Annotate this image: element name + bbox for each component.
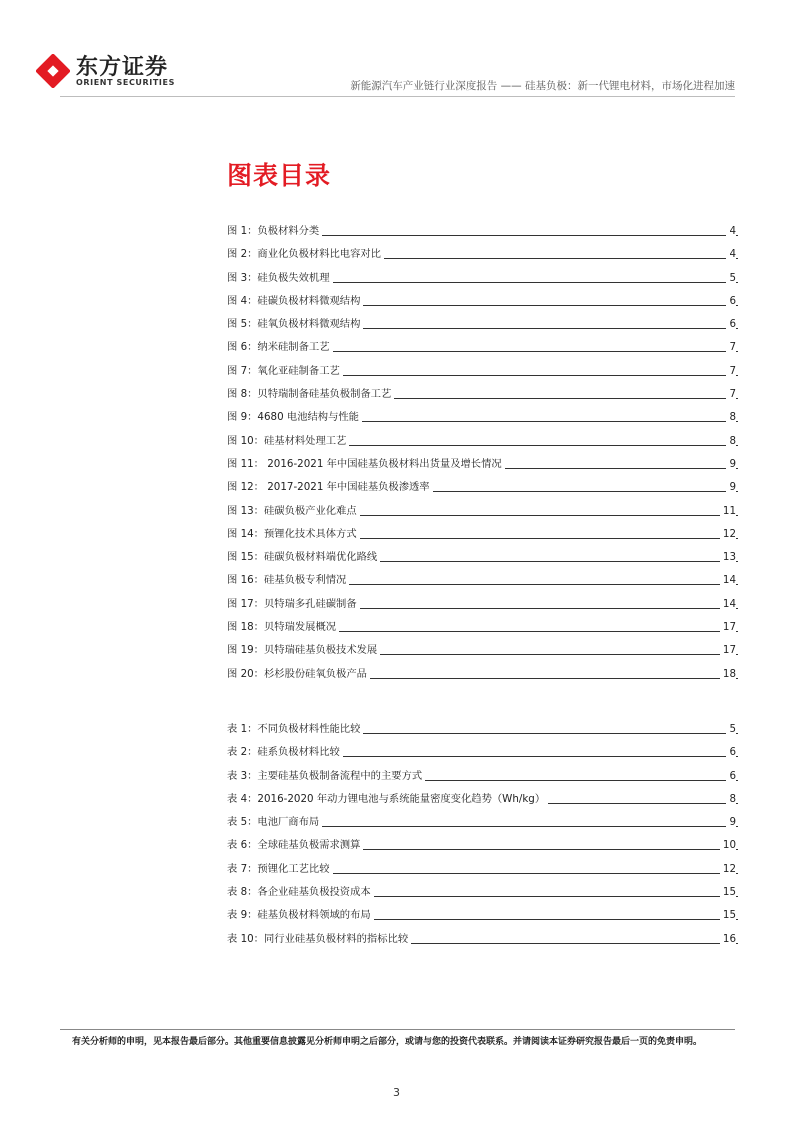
report-title: 新能源汽车产业链行业深度报告 —— 硅基负极：新一代锂电材料，市场化进程加速 <box>350 80 735 92</box>
table-entry-label: 表 2：硅系负极材料比较 <box>227 741 343 764</box>
table-entry-page: 5 <box>726 718 736 741</box>
figure-entry-label: 图 7：氧化亚硅制备工艺 <box>227 360 343 383</box>
figure-entry[interactable] <box>227 663 738 686</box>
figure-entry[interactable] <box>227 406 738 429</box>
table-entry-label: 表 3：主要硅基负极制备流程中的主要方式 <box>227 765 425 788</box>
figure-entry-page: 17 <box>720 639 736 662</box>
figure-entry-page: 14 <box>720 593 736 616</box>
table-entry[interactable] <box>227 718 738 741</box>
figure-entry-page: 11 <box>720 500 736 523</box>
figure-entry[interactable] <box>227 546 738 569</box>
table-entry[interactable] <box>227 904 738 927</box>
table-entry[interactable] <box>227 858 738 881</box>
logo-english-name: ORIENT SECURITIES <box>76 78 175 87</box>
figure-entry-page: 12 <box>720 523 736 546</box>
table-entry-page: 6 <box>726 741 736 764</box>
figure-entry-label: 图 19：贝特瑞硅基负极技术发展 <box>227 639 380 662</box>
figure-entry-label: 图 10：硅基材料处理工艺 <box>227 430 349 453</box>
figure-entry[interactable] <box>227 569 738 592</box>
figure-entry-label: 图 3：硅负极失效机理 <box>227 267 333 290</box>
table-entry-label: 表 4：2016-2020 年动力锂电池与系统能量密度变化趋势（Wh/kg） <box>227 788 548 811</box>
figure-entry-page: 7 <box>726 360 736 383</box>
table-entry-label: 表 7：预锂化工艺比较 <box>227 858 333 881</box>
figure-entry-page: 7 <box>726 383 736 406</box>
figure-entry-label: 图 17：贝特瑞多孔硅碳制备 <box>227 593 360 616</box>
figure-entry-page: 9 <box>726 453 736 476</box>
table-entry-page: 12 <box>720 858 736 881</box>
figure-entry-page: 8 <box>726 406 736 429</box>
figure-entry-label: 图 16：硅基负极专利情况 <box>227 569 349 592</box>
figure-entry-label: 图 11： 2016-2021 年中国硅基负极材料出货量及增长情况 <box>227 453 505 476</box>
figure-entry-page: 6 <box>726 313 736 336</box>
figure-entry[interactable] <box>227 500 738 523</box>
table-entry-page: 10 <box>720 834 736 857</box>
table-entry[interactable] <box>227 881 738 904</box>
logo-chinese-name: 东方证券 <box>76 55 169 80</box>
figure-entry[interactable] <box>227 523 738 546</box>
figure-entry-page: 6 <box>726 290 736 313</box>
figure-entry-label: 图 20：杉杉股份硅氧负极产品 <box>227 663 370 686</box>
figure-entry-label: 图 8：贝特瑞制备硅基负极制备工艺 <box>227 383 394 406</box>
figure-entry-label: 图 9：4680 电池结构与性能 <box>227 406 362 429</box>
figure-entry-page: 9 <box>726 476 736 499</box>
figure-entry[interactable] <box>227 336 738 359</box>
figure-entry[interactable] <box>227 593 738 616</box>
table-entry-page: 16 <box>720 928 736 951</box>
figure-entry[interactable] <box>227 616 738 639</box>
orient-logo-icon <box>36 54 70 88</box>
table-entry-page: 15 <box>720 904 736 927</box>
figure-entry-label: 图 12： 2017-2021 年中国硅基负极渗透率 <box>227 476 433 499</box>
page-number: 3 <box>393 1086 400 1099</box>
figure-entry-label: 图 2：商业化负极材料比电容对比 <box>227 243 384 266</box>
figure-entry[interactable] <box>227 476 738 499</box>
table-entry[interactable] <box>227 765 738 788</box>
figure-entry-page: 4 <box>726 220 736 243</box>
figure-entry[interactable] <box>227 267 738 290</box>
figure-entry-label: 图 1：负极材料分类 <box>227 220 322 243</box>
figure-entry-label: 图 5：硅氧负极材料微观结构 <box>227 313 363 336</box>
figure-entry-label: 图 6：纳米硅制备工艺 <box>227 336 333 359</box>
figure-entry[interactable] <box>227 360 738 383</box>
figure-entry[interactable] <box>227 220 738 243</box>
table-entry-page: 9 <box>726 811 736 834</box>
figure-entry-page: 17 <box>720 616 736 639</box>
table-entry[interactable] <box>227 928 738 951</box>
figure-entry-page: 13 <box>720 546 736 569</box>
table-list <box>227 718 738 951</box>
table-entry[interactable] <box>227 834 738 857</box>
figure-entry-page: 18 <box>720 663 736 686</box>
header-divider <box>60 96 735 97</box>
figure-entry[interactable] <box>227 243 738 266</box>
figure-entry-page: 7 <box>726 336 736 359</box>
figure-entry-page: 8 <box>726 430 736 453</box>
table-entry-label: 表 9：硅基负极材料领域的布局 <box>227 904 374 927</box>
figure-entry-label: 图 15：硅碳负极材料端优化路线 <box>227 546 380 569</box>
figure-entry-page: 5 <box>726 267 736 290</box>
figure-entry-label: 图 13：硅碳负极产业化难点 <box>227 500 360 523</box>
table-entry-label: 表 5：电池厂商布局 <box>227 811 322 834</box>
table-entry[interactable] <box>227 741 738 764</box>
table-entry-page: 15 <box>720 881 736 904</box>
figure-list <box>227 220 738 686</box>
figure-entry-label: 图 14：预锂化技术具体方式 <box>227 523 360 546</box>
company-logo <box>36 52 186 92</box>
table-entry[interactable] <box>227 788 738 811</box>
figure-entry-page: 4 <box>726 243 736 266</box>
table-entry-page: 8 <box>726 788 736 811</box>
figure-entry[interactable] <box>227 453 738 476</box>
toc-heading: 图表目录 <box>227 161 332 190</box>
table-entry-label: 表 1：不同负极材料性能比较 <box>227 718 363 741</box>
figure-entry-label: 图 4：硅碳负极材料微观结构 <box>227 290 363 313</box>
figure-entry[interactable] <box>227 430 738 453</box>
figure-entry[interactable] <box>227 290 738 313</box>
figure-entry[interactable] <box>227 639 738 662</box>
figure-entry[interactable] <box>227 313 738 336</box>
footer-disclaimer: 有关分析师的申明，见本报告最后部分。其他重要信息披露见分析师申明之后部分，或请与您的投资代表联系。并请阅读本证券研究报告最后一页的免责申明。 <box>72 1037 703 1047</box>
footer-divider <box>60 1029 735 1030</box>
figure-entry[interactable] <box>227 383 738 406</box>
table-entry[interactable] <box>227 811 738 834</box>
figure-entry-page: 14 <box>720 569 736 592</box>
table-entry-label: 表 10：同行业硅基负极材料的指标比较 <box>227 928 411 951</box>
figure-entry-label: 图 18：贝特瑞发展概况 <box>227 616 339 639</box>
table-entry-label: 表 8：各企业硅基负极投资成本 <box>227 881 374 904</box>
table-entry-page: 6 <box>726 765 736 788</box>
table-entry-label: 表 6：全球硅基负极需求测算 <box>227 834 363 857</box>
